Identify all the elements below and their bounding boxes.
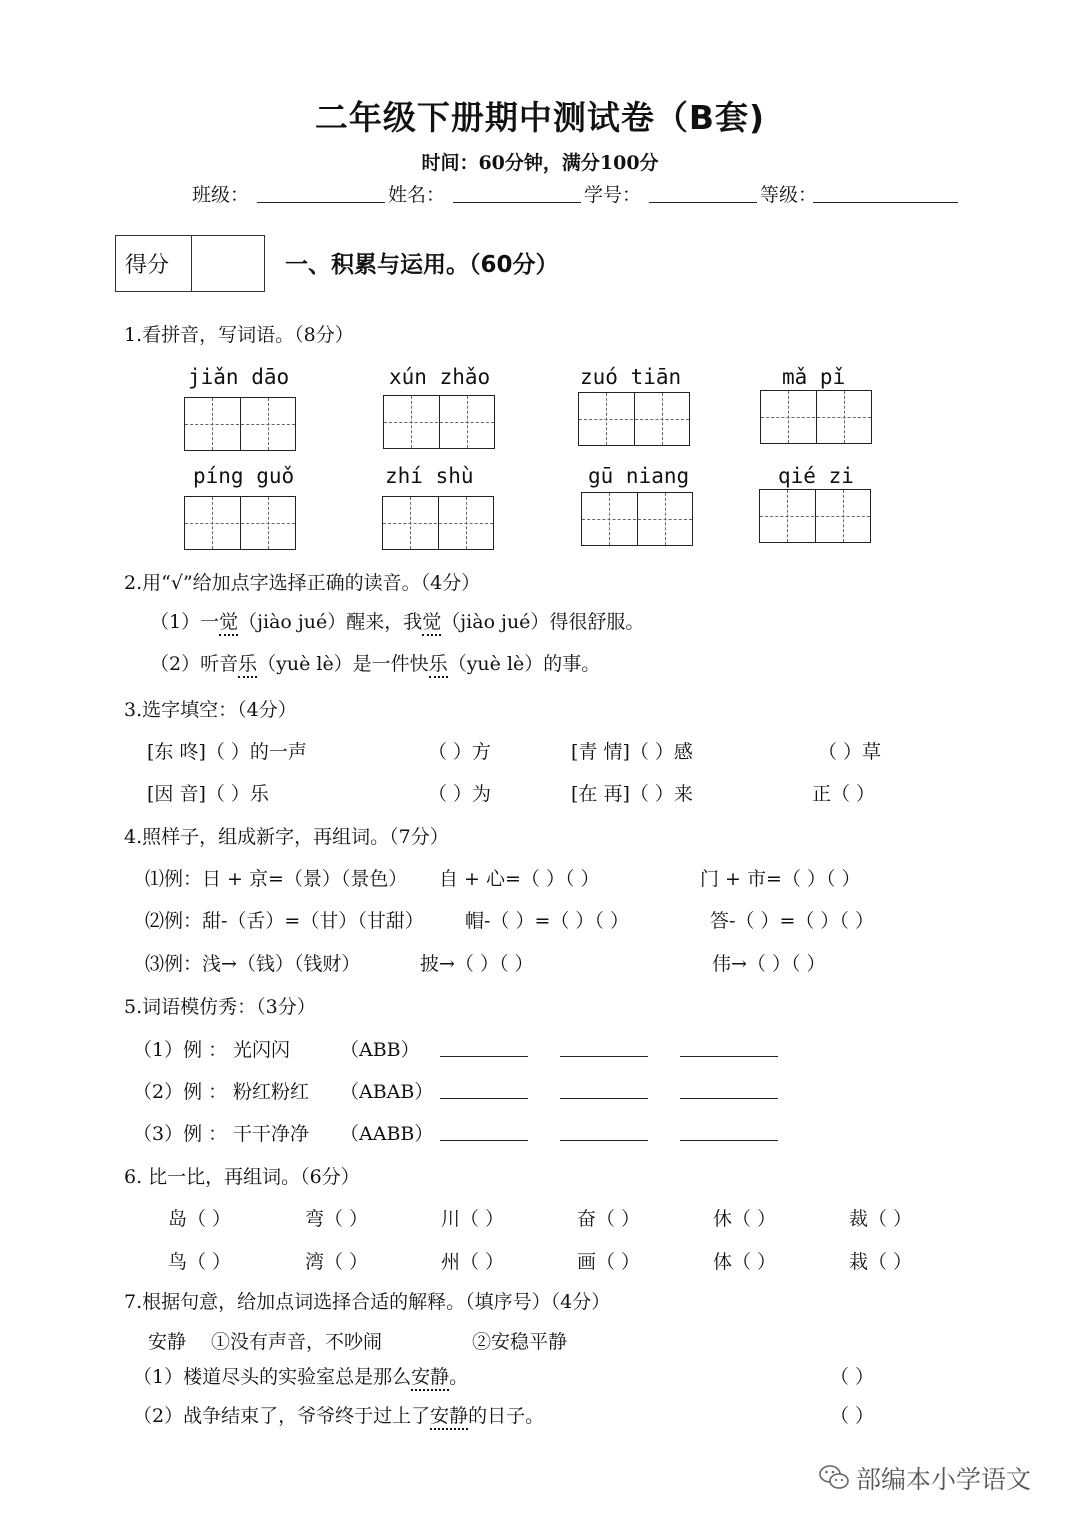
example-word: 粉红粉红: [233, 1081, 310, 1103]
fill-item[interactable]: 自 + 心=（ ）（ ）: [439, 868, 600, 890]
fill-item[interactable]: 答-（ ）=（ ）（ ）: [710, 910, 874, 932]
question-3-title: 3.选字填空：（4分）: [124, 699, 297, 721]
example-label: （3）例 ：: [133, 1123, 228, 1145]
writing-grid[interactable]: [383, 395, 495, 449]
example-label: （2）例 ：: [133, 1081, 228, 1103]
pinyin-label: mǎ pǐ: [782, 365, 846, 389]
dotted-char: 觉: [219, 611, 238, 636]
answer-line[interactable]: [680, 1056, 778, 1057]
name-field[interactable]: [453, 202, 581, 203]
fill-item[interactable]: （ ）草: [818, 741, 882, 763]
fill-item[interactable]: 州（ ）: [441, 1251, 505, 1273]
exam-time-info: 时间：60分钟，满分100分: [421, 152, 659, 174]
fill-item[interactable]: 披→（ ）（ ）: [420, 953, 534, 975]
pattern-label: （ABAB）: [340, 1081, 434, 1103]
sentence-2: （2）战争结束了，爷爷终于过上了安静的日子。: [133, 1401, 544, 1428]
score-box: [115, 235, 265, 292]
definition-word: 安静: [148, 1331, 187, 1353]
pinyin-label: jiǎn dāo: [188, 365, 290, 389]
example-text: ⑶例：浅→（钱）（钱财）: [145, 953, 361, 975]
question-6-title: 6. 比一比，再组词。（6分）: [124, 1166, 360, 1188]
fill-item[interactable]: 门 + 市=（ ）（ ）: [700, 868, 861, 890]
fill-item[interactable]: 湾（ ）: [305, 1251, 369, 1273]
pattern-label: （ABB）: [340, 1039, 420, 1061]
fill-item[interactable]: 体（ ）: [713, 1251, 777, 1273]
question-5-title: 5.词语模仿秀：（3分）: [124, 996, 316, 1018]
answer-line[interactable]: [680, 1098, 778, 1099]
answer-line[interactable]: [440, 1056, 528, 1057]
fill-item[interactable]: [东 咚]（ ）的一声: [147, 741, 307, 763]
dotted-char: 乐: [429, 653, 448, 678]
pattern-label: （AABB）: [340, 1123, 434, 1145]
example-text: ⑴例：日 + 京=（景）（景色）: [145, 868, 408, 890]
writing-grid[interactable]: [184, 496, 296, 550]
example-label: （1）例 ：: [133, 1039, 228, 1061]
pinyin-label: zuó tiān: [580, 365, 682, 389]
question-2-title: 2.用“√”给加点字选择正确的读音。（4分）: [124, 572, 481, 594]
fill-item[interactable]: [因 音]（ ）乐: [147, 783, 269, 805]
fill-item[interactable]: 伟→（ ）（ ）: [712, 953, 826, 975]
writing-grid[interactable]: [759, 489, 871, 543]
writing-grid[interactable]: [382, 496, 494, 550]
answer-line[interactable]: [560, 1098, 648, 1099]
answer-blank[interactable]: （ ）: [830, 1405, 875, 1427]
fill-item[interactable]: 画（ ）: [577, 1251, 641, 1273]
name-label: 姓名：: [388, 184, 446, 206]
fill-item[interactable]: 川（ ）: [441, 1208, 505, 1230]
section-title: 一、积累与运用。（60分）: [285, 252, 559, 278]
example-text: ⑵例：甜-（舌）=（甘）（甘甜）: [145, 910, 424, 932]
answer-line[interactable]: [440, 1140, 528, 1141]
pinyin-label: gū niang: [588, 464, 690, 488]
fill-item[interactable]: 栽（ ）: [849, 1251, 913, 1273]
writing-grid[interactable]: [760, 390, 872, 444]
class-field[interactable]: [257, 202, 385, 203]
question-4-title: 4.照样子，组成新字，再组词。（7分）: [124, 826, 449, 848]
answer-line[interactable]: [560, 1056, 648, 1057]
dotted-char: 乐: [238, 653, 257, 678]
fill-item[interactable]: （ ）方: [428, 741, 492, 763]
dotted-word: 安静: [430, 1405, 468, 1430]
fill-item[interactable]: 岛（ ）: [168, 1208, 232, 1230]
page-title: 二年级下册期中测试卷（B套): [314, 98, 766, 137]
pinyin-label: zhí shù: [385, 464, 474, 488]
grade-label: 等级：: [760, 184, 818, 206]
pinyin-label: xún zhǎo: [389, 365, 491, 389]
pinyin-label: qié zi: [778, 464, 854, 488]
writing-grid[interactable]: [581, 492, 693, 546]
watermark-text: 部编本小学语文: [856, 1465, 1032, 1494]
question-1-title: 1.看拼音，写词语。（8分）: [124, 324, 354, 346]
score-label: 得分: [125, 253, 170, 278]
student-number-field[interactable]: [649, 202, 757, 203]
answer-line[interactable]: [440, 1098, 528, 1099]
sentence-1: （1）楼道尽头的实验室总是那么安静。: [133, 1362, 468, 1389]
question-7-title: 7.根据句意，给加点词选择合适的解释。（填序号）（4分）: [124, 1291, 611, 1313]
fill-item[interactable]: 休（ ）: [713, 1208, 777, 1230]
writing-grid[interactable]: [184, 397, 296, 451]
example-word: 干干净净: [233, 1123, 310, 1145]
definition-option-1: ①没有声音，不吵闹: [211, 1331, 383, 1353]
wechat-icon: [818, 1462, 850, 1492]
fill-item[interactable]: （ ）为: [428, 783, 492, 805]
fill-item[interactable]: 弯（ ）: [305, 1208, 369, 1230]
fill-item[interactable]: [在 再]（ ）来: [571, 783, 693, 805]
answer-line[interactable]: [680, 1140, 778, 1141]
pinyin-label: píng guǒ: [193, 464, 295, 488]
fill-item[interactable]: 鸟（ ）: [168, 1251, 232, 1273]
answer-blank[interactable]: （ ）: [830, 1366, 875, 1388]
student-number-label: 学号：: [584, 184, 642, 206]
fill-item[interactable]: 帽-（ ）=（ ）（ ）: [465, 910, 629, 932]
class-label: 班级：: [192, 184, 250, 206]
dotted-word: 安静: [411, 1366, 449, 1391]
fill-item[interactable]: 裁（ ）: [849, 1208, 913, 1230]
grade-field[interactable]: [813, 202, 958, 203]
fill-item[interactable]: 奋（ ）: [577, 1208, 641, 1230]
question-2-line-2: （2）听音乐（yuè lè）是一件快乐（yuè lè）的事。: [150, 649, 600, 676]
writing-grid[interactable]: [578, 392, 690, 446]
answer-line[interactable]: [560, 1140, 648, 1141]
example-word: 光闪闪: [233, 1039, 291, 1061]
fill-item[interactable]: [青 情]（ ）感: [571, 741, 693, 763]
fill-item[interactable]: 正（ ）: [812, 783, 876, 805]
question-2-line-1: （1）一觉（jiào jué）醒来，我觉（jiào jué）得很舒服。: [150, 607, 644, 634]
definition-option-2: ②安稳平静: [472, 1331, 568, 1353]
dotted-char: 觉: [422, 611, 441, 636]
